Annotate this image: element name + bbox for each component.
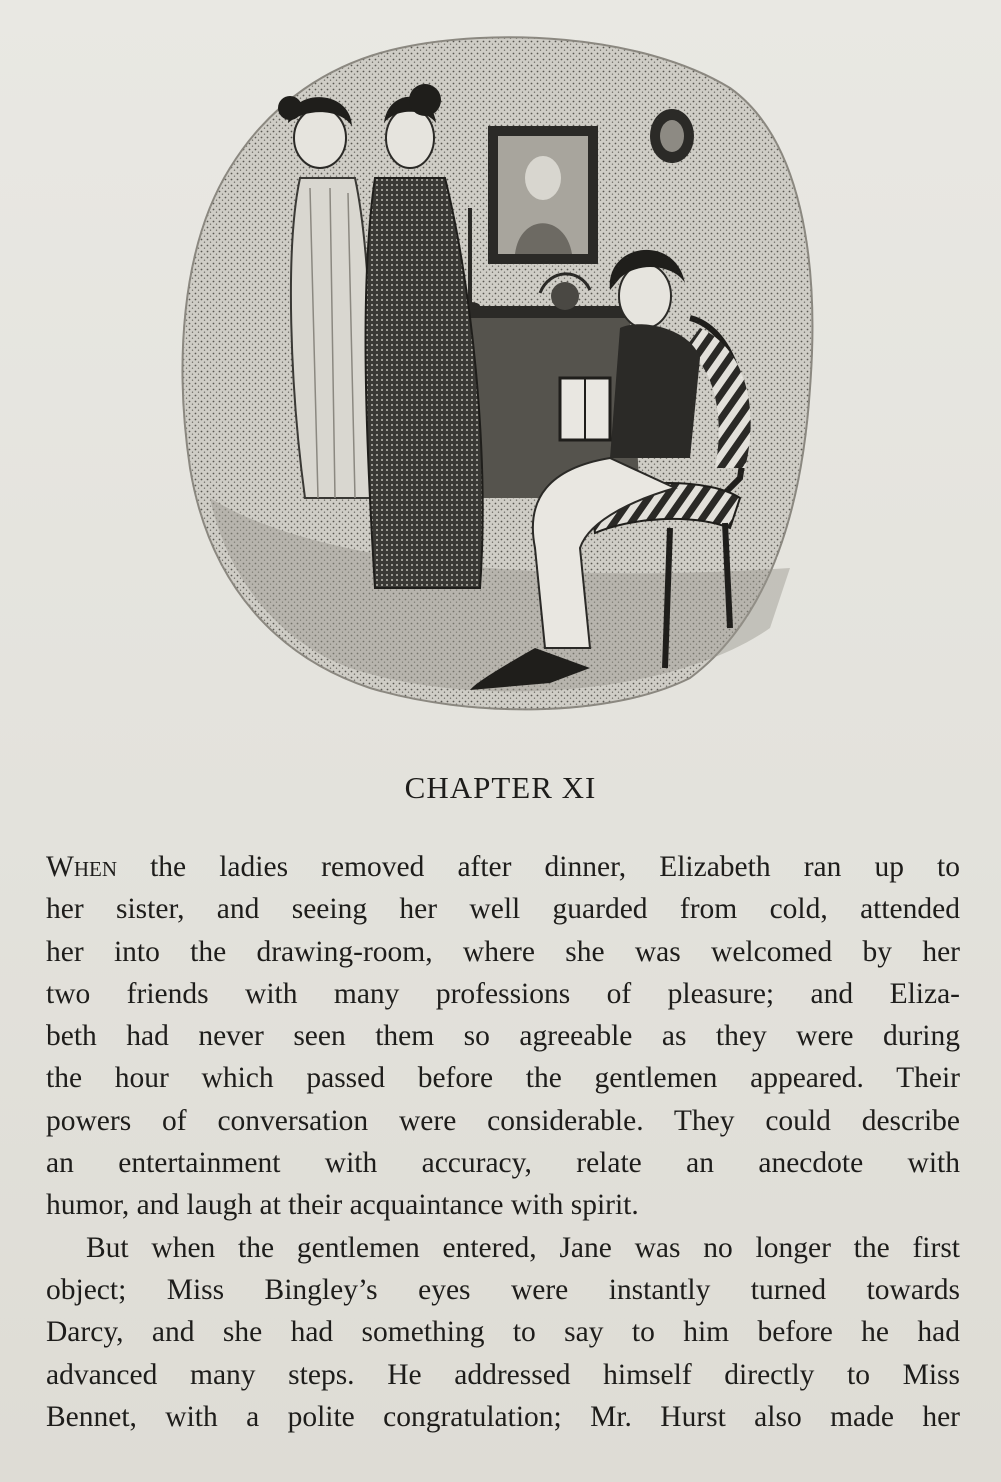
text-line: powers of conversation were considerable. They could describe [46,1104,960,1137]
chapter-illustration [170,28,830,718]
text-line: Darcy, and she had something to say to him before he had [46,1316,960,1349]
text-line: Bennet, with a polite congratulation; Mr. Hurst also made her [46,1400,960,1433]
text-line: two friends with many professions of pleasure; and Eliza- [46,977,960,1010]
text-line: object; Miss Bingley’s eyes were instantly turned towards [46,1273,960,1306]
paragraph-2 [46,1227,960,1438]
paragraph-1 [46,846,960,1227]
drop-word: When [46,851,118,883]
text-line: her sister, and seeing her well guarded from cold, attended [46,893,960,926]
text-line: advanced many steps. He addressed himself directly to Miss [46,1358,960,1391]
chapter-body [46,846,960,1438]
text-line: an entertainment with accuracy, relate an anecdote with [46,1147,960,1180]
text-line: humor, and laugh at their acquaintance with spirit. [46,1189,639,1222]
text-line: her into the drawing-room, where she was welcomed by her [46,935,960,968]
text-line: the hour which passed before the gentlemen appeared. Their [46,1062,960,1095]
text-line: When the ladies removed after dinner, Elizabeth ran up to [46,851,960,883]
text-line: But when the gentlemen entered, Jane was no longer the first [86,1231,960,1264]
text-line: beth had never seen them so agreeable as they were during [46,1020,960,1053]
portrait-frame [488,126,598,264]
chapter-title: CHAPTER XI [404,770,597,805]
